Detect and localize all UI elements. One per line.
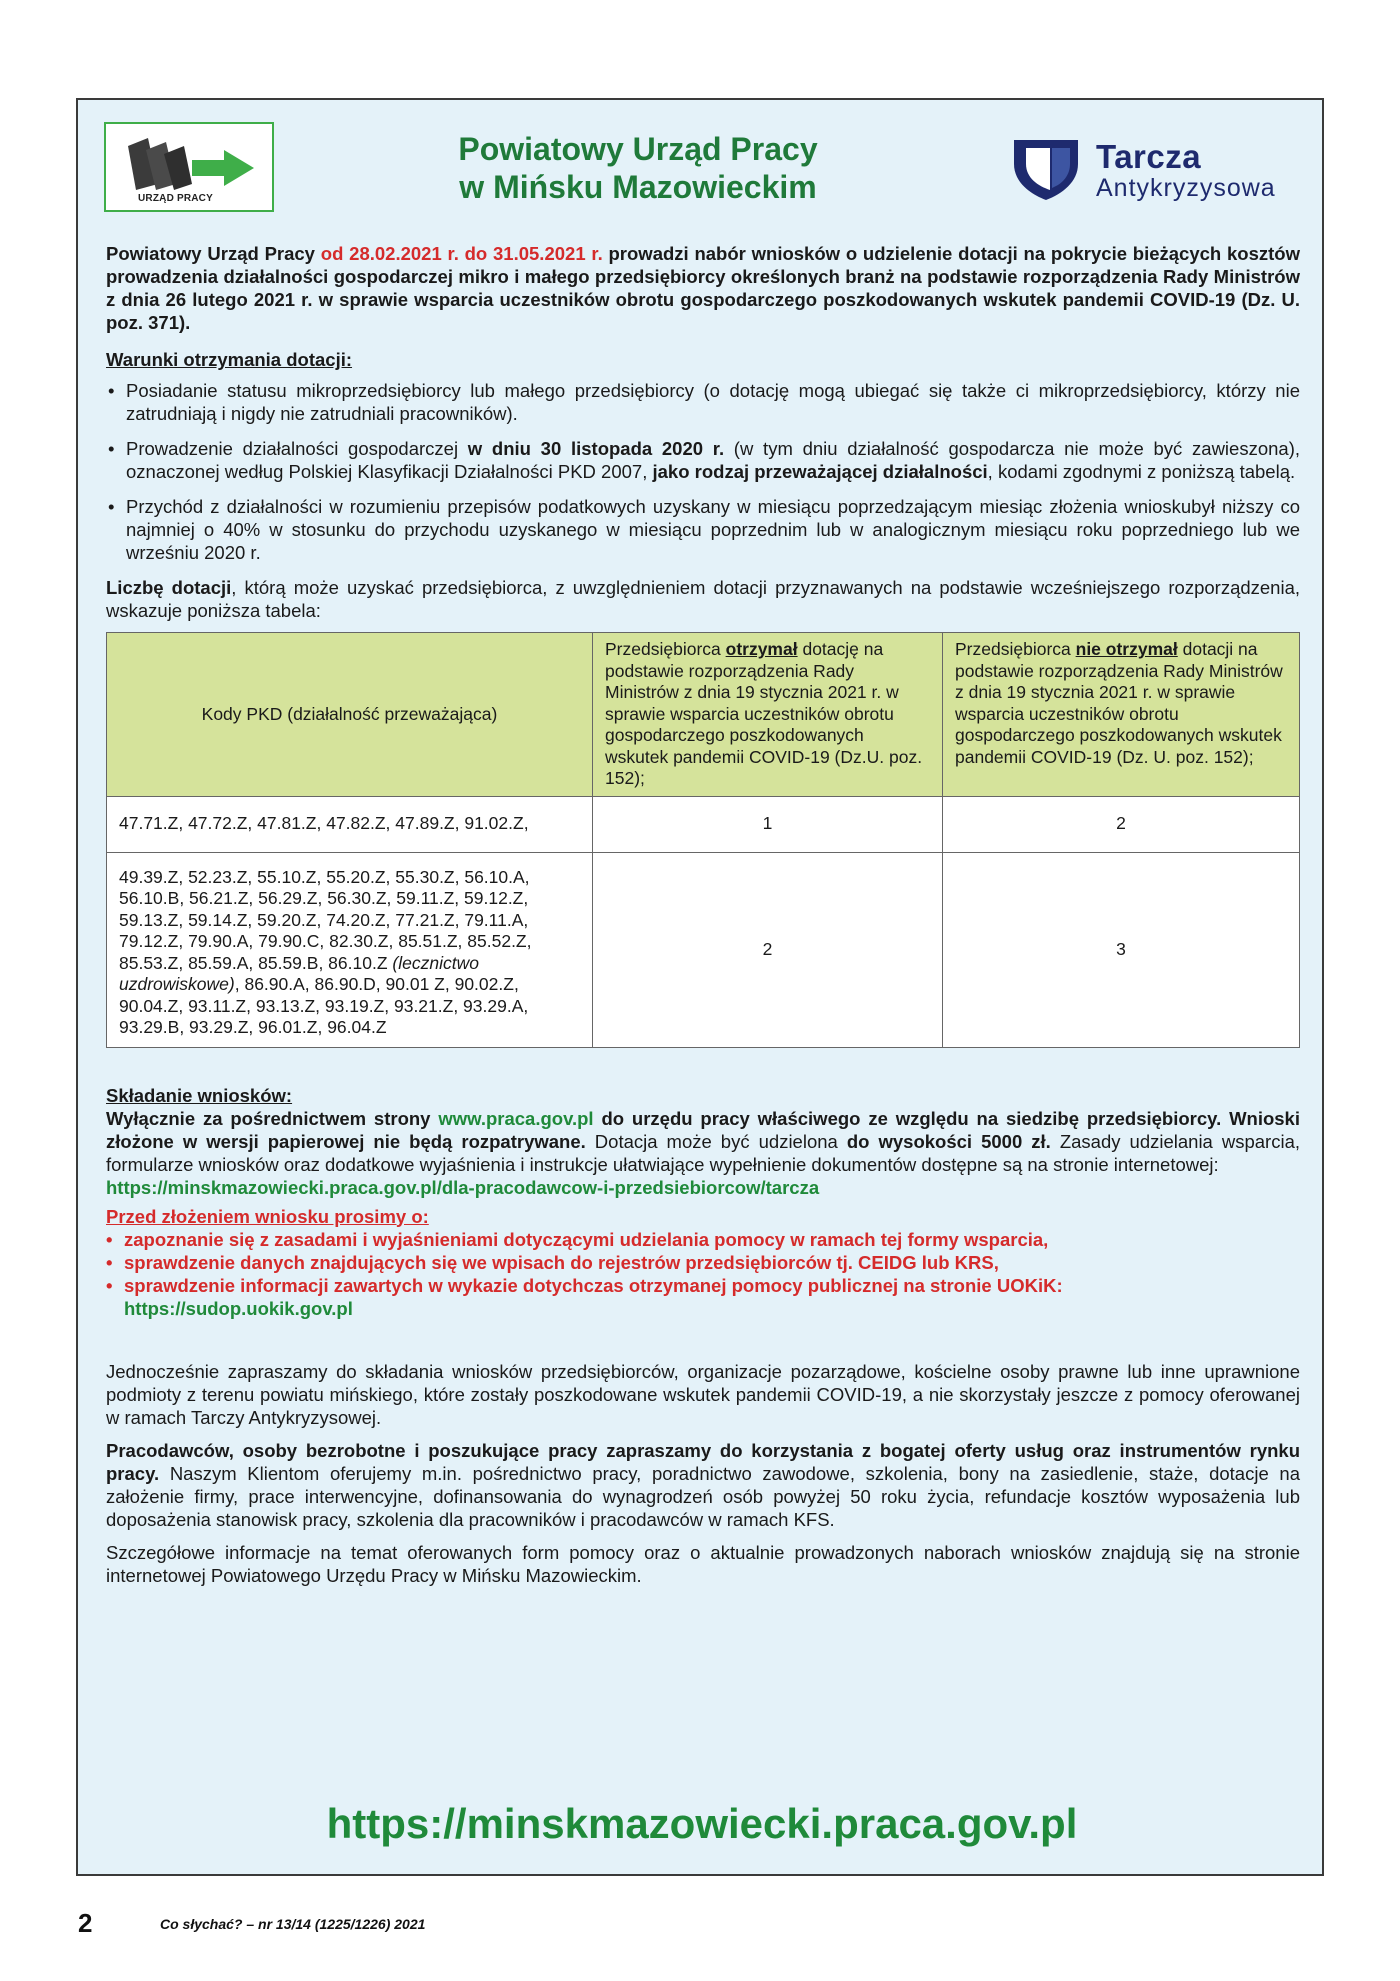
- main-content: [106, 242, 1300, 1587]
- table-header-received: [593, 633, 943, 797]
- tarcza-subtitle: Antykryzysowa: [1096, 174, 1276, 202]
- page-number: 2: [78, 1908, 93, 1938]
- cond2-date: w dniu 30 listopada 2020 r.: [467, 438, 725, 459]
- not-received-pre: Przedsiębiorca: [955, 639, 1076, 659]
- details-paragraph: Szczegółowe informacje na temat oferowanych form pomocy oraz o aktualnie prowadzonych naborach wniosków znajdują się na stronie internetowej Powiatowego Urzędu Pracy w Mińsku Mazowieckim.: [106, 1541, 1300, 1586]
- row2-codes-b: , 86.90.A, 86.90.D, 90.01 Z, 90.02.Z, 90.04.Z, 93.11.Z, 93.13.Z, 93.19.Z, 93.21.Z, 93.29.A, 93.29.B, 93.29.Z, 96.01.Z, 96.04.Z: [119, 974, 529, 1037]
- grant-count-text: , którą może uzyskać przedsiębiorca, z uwzględnieniem dotacji przyznawanych na podstawie wcześniejszego rozporządzenia, wskazuje poniższa tabela:: [106, 577, 1301, 621]
- submission-a: Wyłącznie za pośrednictwem strony: [106, 1107, 439, 1129]
- list-item: • sprawdzenie danych znajdujących się we wpisach do rejestrów przedsiębiorców tj. CEIDG lub KRS,: [106, 1251, 1300, 1274]
- praca-gov-link[interactable]: www.praca.gov.pl: [438, 1107, 594, 1129]
- page-title: [438, 130, 838, 206]
- title-line-2: w Mińsku Mazowieckim: [459, 169, 817, 205]
- row1-received-count: 1: [593, 796, 943, 852]
- list-item: • zapoznanie się z zasadami i wyjaśnieniami dotyczącymi udzielania pomocy w ramach tej formy wsparcia,: [106, 1228, 1300, 1251]
- not-received-key: nie otrzymał: [1075, 639, 1178, 659]
- title-line-1: Powiatowy Urząd Pracy: [458, 131, 818, 167]
- table-header-row: [107, 633, 1300, 797]
- intro-text-1: Powiatowy Urząd Pracy: [106, 243, 321, 264]
- conditions-heading: Warunki otrzymania dotacji:: [106, 349, 353, 370]
- submission-b: do urzędu pracy właściwego ze względu na siedzibę przedsiębiorcy. Wnioski złożone w wersji papierowej nie będą rozpatrywane.: [106, 1107, 1300, 1152]
- employers-text: Naszym Klientom oferujemy m.in. pośrednictwo pracy, poradnictwo zawodowe, szkolenia, bony na zasiedlenie, staże, dotacje na założenie firmy, prace interwencyjne, dofinansowania do wynagrodzeń osób powyżej 50 roku życia, refundacje kosztów wyposażenia lub doposażenia stanowisk pracy, szkolenia dla pracowników i pracodawców w ramach KFS.: [106, 1462, 1300, 1530]
- intro-text-2: prowadzi nabór wniosków o udzielenie dotacji na pokrycie bieżących kosztów prowadzenia działalności gospodarczej mikro i małego przedsiębiorcy określonych branż na podstawie rozporządzenia Rady Ministrów z dnia 26 lutego 2021 r. w sprawie wsparcia uczestników obrotu gospodarczego poszkodowanych wskutek pandemii COVID-19 (Dz. U. poz. 371).: [106, 243, 1300, 333]
- grant-count-bold: Liczbę dotacji: [106, 577, 232, 598]
- received-key: otrzymał: [725, 639, 798, 659]
- not-received-post: dotacji na podstawie rozporządzenia Rady Ministrów z dnia 19 stycznia 2021 r. w sprawie wsparcia uczestników obrotu gospodarczego poszkodowanych wskutek pandemii COVID-19 (Dz. U. poz. 152);: [955, 639, 1283, 767]
- employers-paragraph: [106, 1439, 1300, 1531]
- submission-e: Zasady udzielania wsparcia, formularze wniosków oraz dodatkowe wyjaśnienia i instrukcje ułatwiające wypełnienie dokumentów dostępne są na stronie internetowej:: [106, 1130, 1301, 1175]
- before-submission-list: [106, 1228, 1300, 1297]
- received-pre: Przedsiębiorca: [605, 639, 726, 659]
- table-row: [107, 852, 1300, 1047]
- tarcza-antykryzysowa-logo: [1006, 136, 1306, 206]
- row1-codes: 47.71.Z, 47.72.Z, 47.81.Z, 47.82.Z, 47.89.Z, 91.02.Z,: [107, 796, 593, 852]
- intro-dates: od 28.02.2021 r. do 31.05.2021 r.: [320, 243, 603, 264]
- employers-bold: Pracodawców, osoby bezrobotne i poszukujące pracy zapraszamy do korzystania z bogatej oferty usług oraz instrumentów rynku pracy.: [106, 1439, 1300, 1484]
- row2-codes-italic: (lecznictwo uzdrowiskowe): [119, 952, 479, 994]
- row1-not-received-count: 2: [943, 796, 1300, 852]
- sudop-link[interactable]: https://sudop.uokik.gov.pl: [124, 1297, 353, 1319]
- tarcza-page-link[interactable]: https://minskmazowiecki.praca.gov.pl/dla-pracodawcow-i-przedsiebiorcow/tarcza: [106, 1176, 820, 1198]
- submission-heading: Składanie wniosków:: [106, 1084, 293, 1106]
- list-item: • sprawdzenie informacji zawartych w wykazie dotychczas otrzymanej pomocy publicznej na stronie UOKiK:: [106, 1274, 1300, 1297]
- cond2-text-c: (w tym dniu działalność gospodarcza nie może być zawieszona), oznaczonej według Polskiej Klasyfikacji Działalności PKD 2007,: [126, 438, 1300, 482]
- shield-icon: [1006, 136, 1086, 202]
- intro-paragraph: [106, 242, 1300, 334]
- list-item: • Przychód z działalności w rozumieniu przepisów podatkowych uzyskany w miesiącu poprzedzającym miesiąc złożenia wnioskubył niższy co najmniej o 40% w stosunku do przychodu uzyskanego w miesiącu poprzednim lub w analogicznym miesiącu roku poprzedniego lub we wrześniu 2020 r.: [106, 495, 1300, 564]
- list-item: • Posiadanie statusu mikroprzedsiębiorcy lub małego przedsiębiorcy (o dotację mogą ubiegać się także ci mikroprzedsiębiorcy, którzy nie zatrudniają i nigdy nie zatrudniali pracowników).: [106, 379, 1300, 425]
- cond2-text-a: Prowadzenie działalności gospodarczej: [126, 438, 468, 459]
- cond2-bold-d: jako rodzaj przeważającej działalności: [652, 461, 988, 482]
- list-item: [106, 437, 1300, 483]
- row2-codes: [107, 852, 593, 1047]
- before-submission-heading: Przed złożeniem wniosku prosimy o:: [106, 1205, 429, 1227]
- tarcza-name: Tarcza: [1096, 138, 1202, 175]
- row2-not-received-count: 3: [943, 852, 1300, 1047]
- table-header-codes: Kody PKD (działalność przeważająca): [107, 633, 593, 797]
- row2-codes-a: 49.39.Z, 52.23.Z, 55.10.Z, 55.20.Z, 55.30.Z, 56.10.A, 56.10.B, 56.21.Z, 56.29.Z, 56.30.Z, 59.11.Z, 59.12.Z, 59.13.Z, 59.14.Z, 59.20.Z, 74.20.Z, 77.21.Z, 79.11.A, 79.12.Z, 79.90.A, 79.90.C, 82.30.Z, 85.51.Z, 85.52.Z, 85.53.Z, 85.59.A, 85.59.B, 86.10.Z: [119, 866, 532, 973]
- conditions-list: [106, 379, 1300, 564]
- table-row: [107, 796, 1300, 852]
- submission-paragraph: [106, 1107, 1300, 1176]
- cond2-text-e: , kodami zgodnymi z poniższą tabelą.: [987, 461, 1296, 482]
- main-website-link[interactable]: https://minskmazowiecki.praca.gov.pl: [326, 1800, 1078, 1847]
- submission-c: Dotacja może być udzielona: [585, 1130, 847, 1152]
- urzad-pracy-logo: [104, 122, 274, 212]
- invitation-paragraph: Jednocześnie zapraszamy do składania wniosków przedsiębiorców, organizacje pozarządowe, kościelne osoby prawne lub inne uprawnione podmioty z terenu powiatu mińskiego, które zostały poszkodowane wskutek pandemii COVID-19, a nie skorzystały jeszcze z pomocy oferowanej w ramach Tarczy Antykryzysowej.: [106, 1360, 1300, 1428]
- table-header-not-received: [943, 633, 1300, 797]
- row2-received-count: 2: [593, 852, 943, 1047]
- notice-frame: [76, 98, 1324, 1876]
- issue-footer: Co słychać? – nr 13/14 (1225/1226) 2021: [160, 1916, 426, 1932]
- grant-count-paragraph: [106, 576, 1300, 622]
- received-post: dotację na podstawie rozporządzenia Rady Ministrów z dnia 19 stycznia 2021 r. w sprawie wsparcia uczestników obrotu gospodarczego poszkodowanych wskutek pandemii COVID-19 (Dz.U. poz. 152);: [605, 639, 923, 788]
- submission-amount: do wysokości 5000 zł.: [846, 1130, 1051, 1152]
- logo-caption: URZĄD PRACY: [138, 193, 213, 204]
- pkd-table: [106, 632, 1300, 1048]
